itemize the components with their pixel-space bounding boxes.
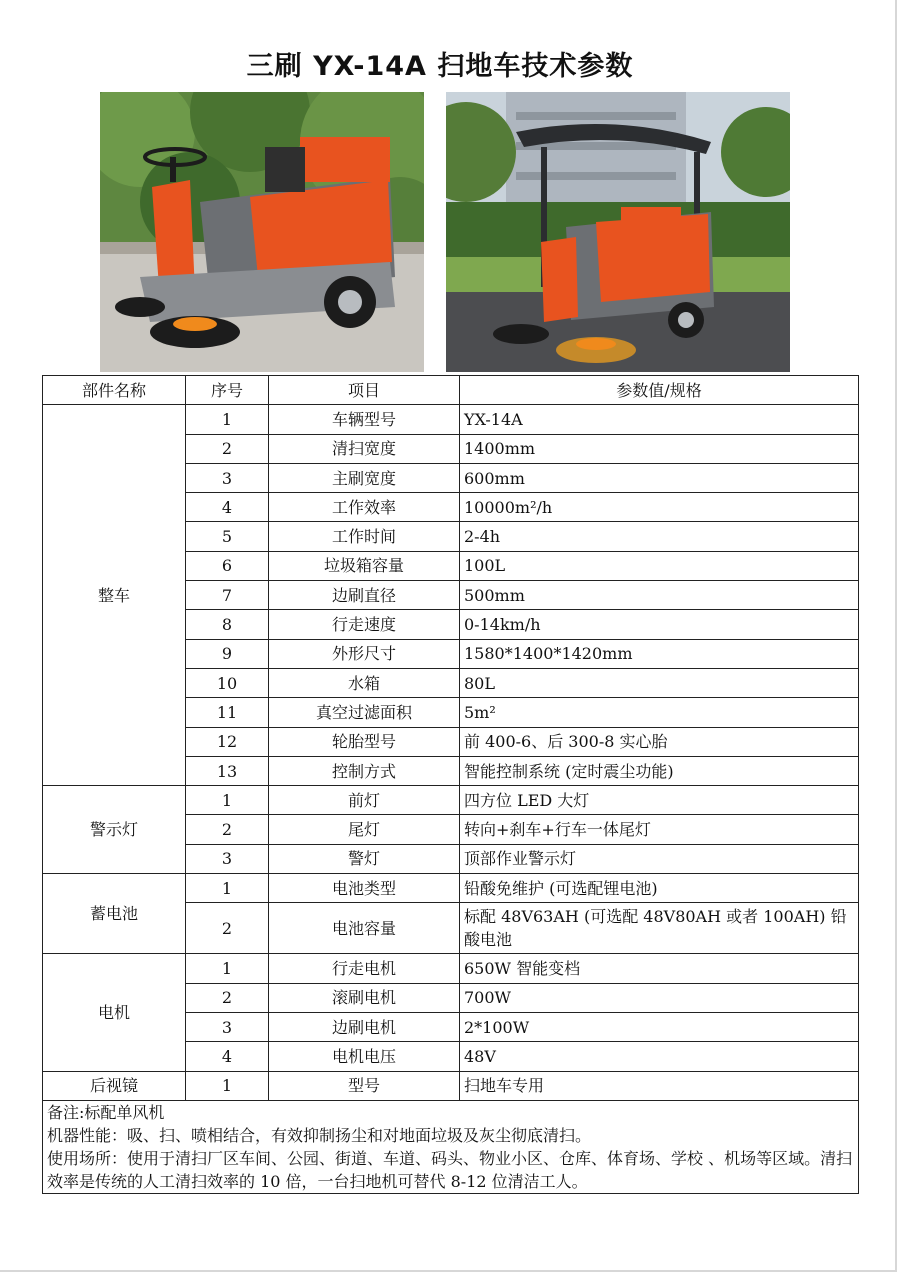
row-value: 顶部作业警示灯 [460, 844, 859, 873]
row-item: 型号 [269, 1071, 460, 1100]
row-value: 700W [460, 983, 859, 1012]
notes-cell [43, 1100, 859, 1193]
notes-remark: 备注:标配单风机 [47, 1102, 165, 1122]
row-value: 1400mm [460, 434, 859, 463]
row-value: 80L [460, 668, 859, 697]
row-no: 2 [186, 434, 269, 463]
notes-performance: 机器性能：吸、扫、喷相结合，有效抑制扬尘和对地面垃圾及灰尘彻底清扫。 [47, 1125, 592, 1145]
row-value: 智能控制系统 (定时震尘功能) [460, 756, 859, 785]
group-battery: 蓄电池 [43, 874, 186, 954]
row-value: 10000m²/h [460, 493, 859, 522]
table-row [43, 405, 859, 434]
row-item: 清扫宽度 [269, 434, 460, 463]
row-value: 5m² [460, 698, 859, 727]
row-no: 6 [186, 551, 269, 580]
row-value: 标配 48V63AH (可选配 48V80AH 或者 100AH) 铅酸电池 [460, 903, 859, 954]
row-item: 主刷宽度 [269, 463, 460, 492]
header-value: 参数值/规格 [460, 376, 859, 405]
row-item: 电池容量 [269, 903, 460, 954]
table-row [43, 954, 859, 983]
row-value: 48V [460, 1042, 859, 1071]
row-value: 2*100W [460, 1012, 859, 1041]
row-no: 3 [186, 844, 269, 873]
row-item: 行走速度 [269, 610, 460, 639]
row-value: 2-4h [460, 522, 859, 551]
row-item: 前灯 [269, 786, 460, 815]
notes-row [43, 1100, 859, 1193]
page-title: 三刷 YX-14A 扫地车技术参数 [246, 51, 634, 82]
sweeper-photo-left [100, 92, 424, 372]
row-item: 外形尺寸 [269, 639, 460, 668]
row-value: 0-14km/h [460, 610, 859, 639]
row-item: 控制方式 [269, 756, 460, 785]
row-no: 5 [186, 522, 269, 551]
row-value: 100L [460, 551, 859, 580]
header-no: 序号 [186, 376, 269, 405]
row-no: 1 [186, 1071, 269, 1100]
table-row [43, 874, 859, 903]
row-no: 1 [186, 874, 269, 903]
header-item: 项目 [269, 376, 460, 405]
row-value: 转向+刹车+行车一体尾灯 [460, 815, 859, 844]
row-item: 尾灯 [269, 815, 460, 844]
row-value: 铅酸免维护 (可选配锂电池) [460, 874, 859, 903]
row-item: 边刷直径 [269, 581, 460, 610]
row-item: 边刷电机 [269, 1012, 460, 1041]
notes-usage: 使用场所：使用于清扫厂区车间、公园、街道、车道、码头、物业小区、仓库、体育场、学校 、机场等区域。清扫效率是传统的人工清扫效率的 10 倍，一台扫地机可替代 8-12 位清洁工人。 [47, 1148, 853, 1191]
row-no: 8 [186, 610, 269, 639]
row-item: 工作时间 [269, 522, 460, 551]
row-item: 滚刷电机 [269, 983, 460, 1012]
header-part: 部件名称 [43, 376, 186, 405]
group-lights: 警示灯 [43, 786, 186, 874]
row-item: 垃圾箱容量 [269, 551, 460, 580]
row-item: 电机电压 [269, 1042, 460, 1071]
row-value: 500mm [460, 581, 859, 610]
row-value: 600mm [460, 463, 859, 492]
table-row [43, 786, 859, 815]
sweeper-photo-right [446, 92, 790, 372]
row-no: 13 [186, 756, 269, 785]
row-no: 1 [186, 405, 269, 434]
row-no: 4 [186, 1042, 269, 1071]
group-vehicle: 整车 [43, 405, 186, 786]
row-no: 7 [186, 581, 269, 610]
row-no: 2 [186, 815, 269, 844]
row-item: 真空过滤面积 [269, 698, 460, 727]
row-item: 电池类型 [269, 874, 460, 903]
row-no: 1 [186, 954, 269, 983]
row-value: 前 400-6、后 300-8 实心胎 [460, 727, 859, 756]
row-no: 2 [186, 903, 269, 954]
row-value: 1580*1400*1420mm [460, 639, 859, 668]
row-item: 工作效率 [269, 493, 460, 522]
row-item: 水箱 [269, 668, 460, 697]
table-header-row [43, 376, 859, 405]
row-no: 4 [186, 493, 269, 522]
row-value: 扫地车专用 [460, 1071, 859, 1100]
row-no: 3 [186, 1012, 269, 1041]
row-no: 10 [186, 668, 269, 697]
row-item: 行走电机 [269, 954, 460, 983]
row-no: 11 [186, 698, 269, 727]
row-no: 9 [186, 639, 269, 668]
row-no: 1 [186, 786, 269, 815]
row-item: 警灯 [269, 844, 460, 873]
row-no: 12 [186, 727, 269, 756]
row-value: 四方位 LED 大灯 [460, 786, 859, 815]
table-row [43, 1071, 859, 1100]
row-no: 3 [186, 463, 269, 492]
row-value: 650W 智能变档 [460, 954, 859, 983]
row-no: 2 [186, 983, 269, 1012]
row-value: YX-14A [460, 405, 859, 434]
spec-table [42, 375, 859, 1194]
row-item: 轮胎型号 [269, 727, 460, 756]
row-item: 车辆型号 [269, 405, 460, 434]
group-mirror: 后视镜 [43, 1071, 186, 1100]
group-motor: 电机 [43, 954, 186, 1071]
